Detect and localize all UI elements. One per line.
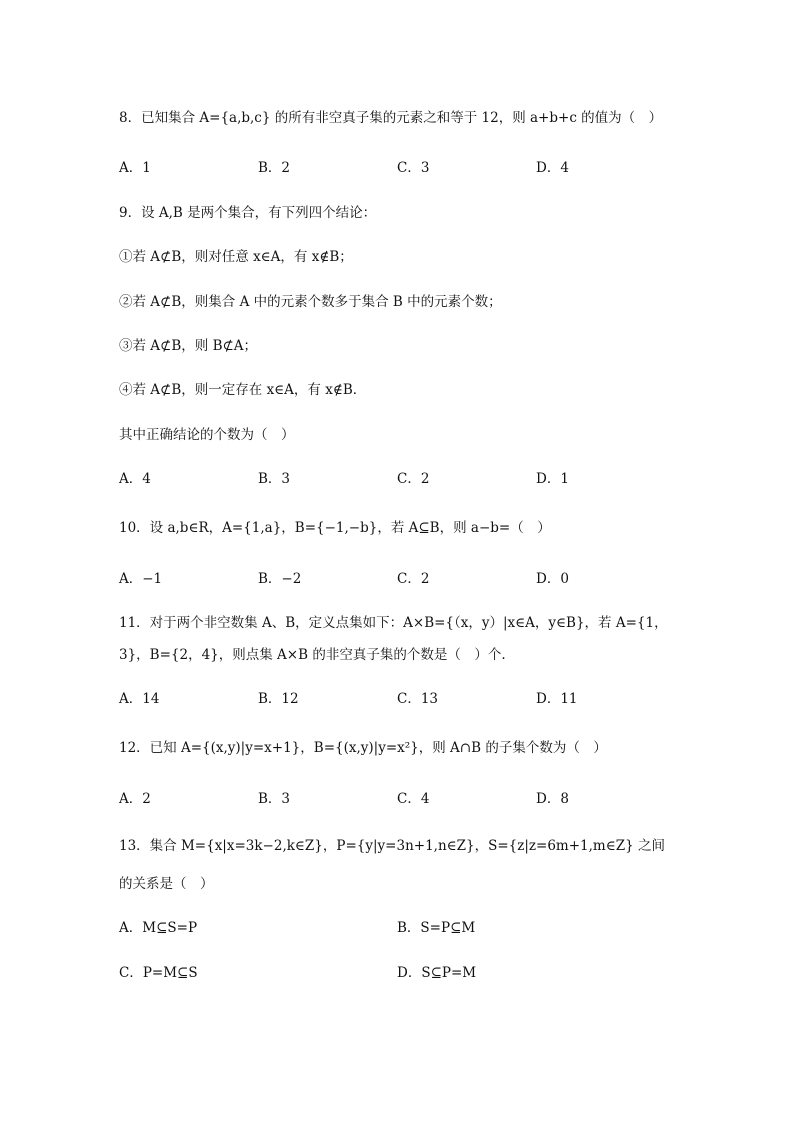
question-8-option-a: A．1 xyxy=(119,160,151,176)
question-11-option-a: A．14 xyxy=(119,691,160,707)
question-10-option-b: B．−2 xyxy=(258,571,302,587)
question-10-option-c: C．2 xyxy=(397,571,430,587)
question-12-option-b: B．3 xyxy=(258,791,291,807)
question-9-statement-3: ③若 A⊄B，则 B⊄A； xyxy=(119,338,258,354)
question-10-text: 10．设 a,b∈R，A={1,a}，B={−1,−b}，若 A⊆B，则 a−b=（ ） xyxy=(119,520,551,536)
question-11-text-line-2: 3}，B={2，4}，则点集 A×B 的非空真子集的个数是（ ）个. xyxy=(119,647,506,663)
question-12-option-d: D．8 xyxy=(536,791,569,807)
question-11-option-d: D．11 xyxy=(536,691,578,707)
question-9-option-b: B．3 xyxy=(258,471,291,487)
question-9-statement-1: ①若 A⊄B，则对任意 x∈A，有 x∉B； xyxy=(119,249,353,265)
question-9-statement-4: ④若 A⊄B，则一定存在 x∈A，有 x∉B． xyxy=(119,382,367,398)
question-12-option-a: A．2 xyxy=(119,791,151,807)
question-12-option-c: C．4 xyxy=(397,791,430,807)
question-13-option-c: C．P=M⊆S xyxy=(119,965,198,981)
question-9-option-a: A．4 xyxy=(119,471,151,487)
question-13-text-line-2: 的关系是（ ） xyxy=(119,876,214,892)
question-13-option-a: A．M⊆S=P xyxy=(119,920,198,936)
question-12-text: 12．已知 A={(x,y)|y=x+1}，B={(x,y)|y=x²}，则 A∩B 的子集个数为（ ） xyxy=(119,740,607,756)
question-9-option-d: D．1 xyxy=(536,471,569,487)
question-9-text: 9．设 A,B 是两个集合，有下列四个结论： xyxy=(119,205,377,221)
question-8-option-d: D．4 xyxy=(536,160,569,176)
question-10-option-a: A．−1 xyxy=(119,571,163,587)
question-9-statement-2: ②若 A⊄B，则集合 A 中的元素个数多于集合 B 中的元素个数； xyxy=(119,294,502,310)
question-11-text-line-1: 11．对于两个非空数集 A、B，定义点集如下：A×B={（x，y）|x∈A，y∈B}，若 A={1， xyxy=(119,615,668,631)
question-10-option-d: D．0 xyxy=(536,571,569,587)
question-9-option-c: C．2 xyxy=(397,471,430,487)
question-11-option-c: C．13 xyxy=(397,691,439,707)
question-13-text-line-1: 13．集合 M={x|x=3k−2,k∈Z}，P={y|y=3n+1,n∈Z}，S={z|z=6m+1,m∈Z} 之间 xyxy=(119,838,665,854)
question-13-option-b: B．S=P⊆M xyxy=(397,920,476,936)
question-8-option-b: B．2 xyxy=(258,160,291,176)
question-8-option-c: C．3 xyxy=(397,160,430,176)
question-13-option-d: D．S⊆P=M xyxy=(397,965,477,981)
question-8-text: 8．已知集合 A={a,b,c} 的所有非空真子集的元素之和等于 12，则 a+b+c 的值为（ ） xyxy=(119,110,663,126)
question-9-question-line: 其中正确结论的个数为（ ） xyxy=(119,427,295,443)
question-11-option-b: B．12 xyxy=(258,691,299,707)
